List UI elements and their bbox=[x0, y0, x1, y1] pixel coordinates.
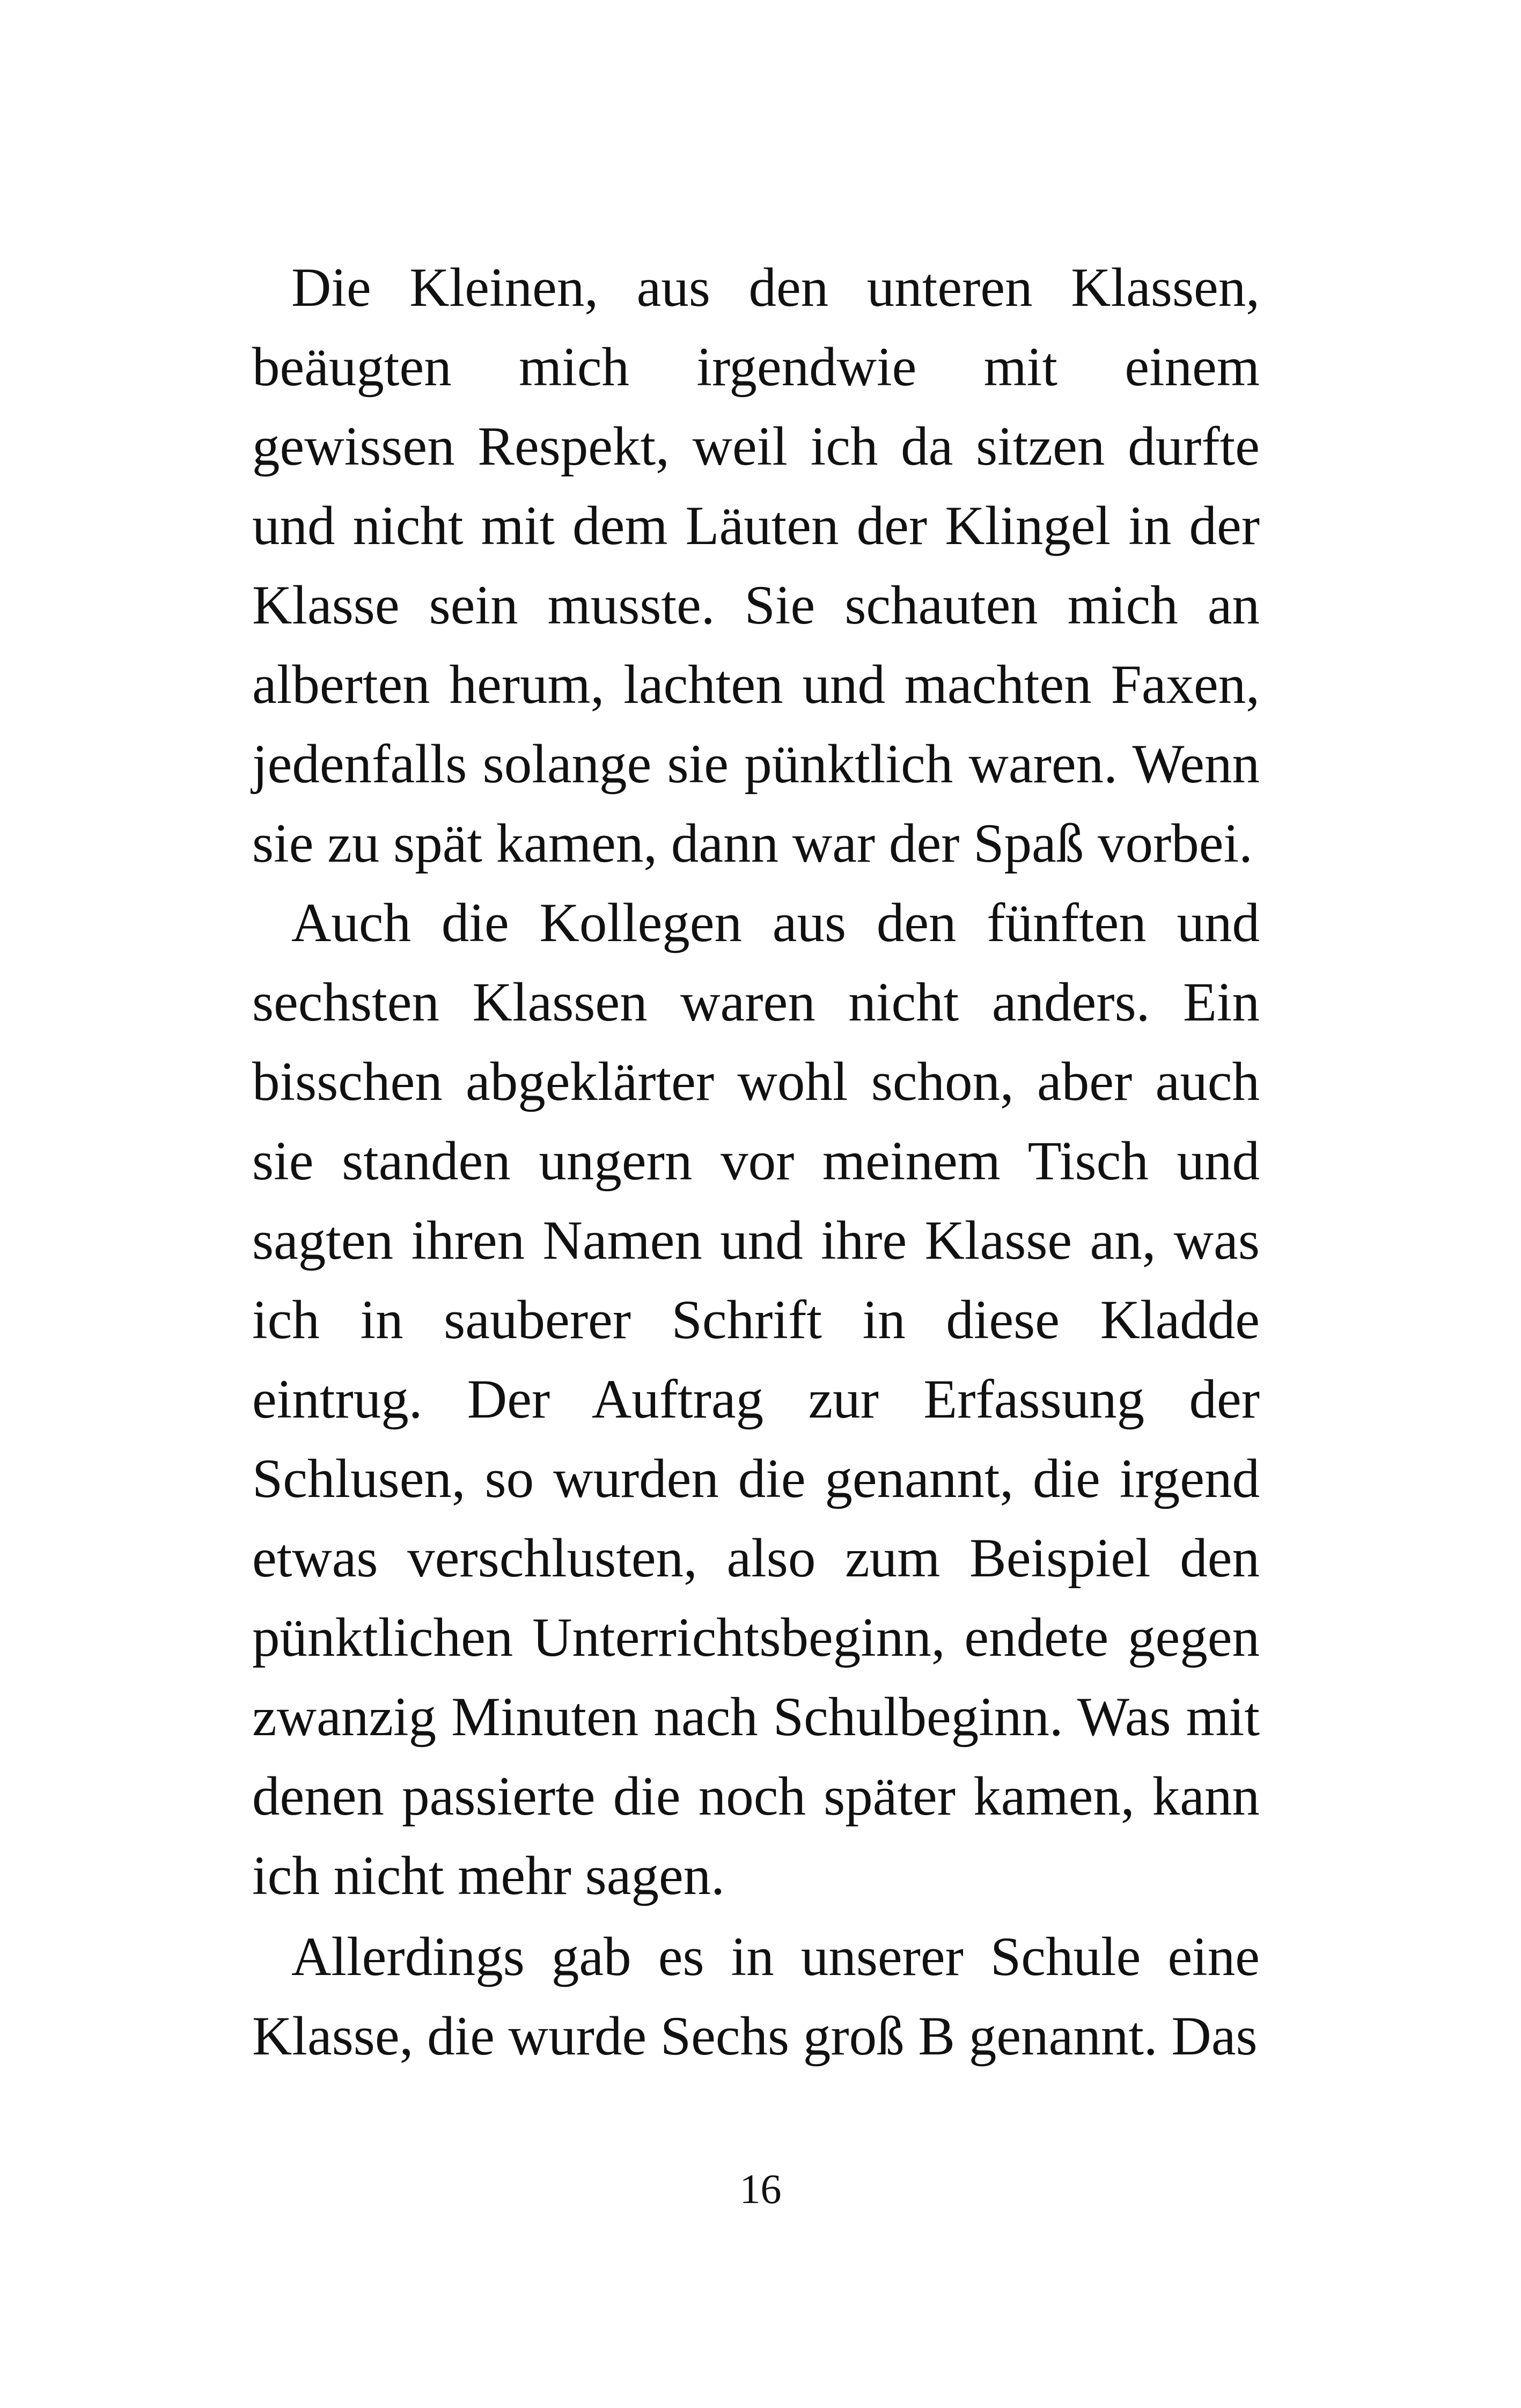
text-section-top bbox=[252, 248, 1260, 1915]
paragraph-3: Allerdings gab es in unserer Schule eine Klasse, die wurde Sechs groß B genannt. Das bbox=[252, 1926, 1260, 2067]
page-number: 16 bbox=[739, 2165, 782, 2212]
paragraph-1: Die Kleinen, aus den unteren Klassen, beäugten mich irgendwie mit einem gewissen Respekt, weil ich da sitzen durfte und nicht mit dem Läuten der Klingel in der Klasse sein musste. Sie schauten mich an alberten herum, lachten und machten Faxen, jedenfalls solange sie pünktlich waren. Wenn sie zu spät kamen, dann war der Spaß vorbei. bbox=[252, 257, 1260, 874]
paragraph-2: Auch die Kollegen aus den fünften und sechsten Klassen waren nicht anders. Ein bisschen abgeklärter wohl schon, aber auch sie standen ungern vor meinem Tisch und sagten ihren Namen und ihre Klasse an, was ich in sauberer Schrift in diese Kladde eintrug. Der Auftrag zur Erfassung der Schlusen, so wurden die genannt, die irgend etwas verschlusten, also zum Beispiel den pünktlichen Unterrichtsbeginn, endete gegen zwanzig Minuten nach Schulbeginn. Was mit denen passierte die noch später kamen, kann ich nicht mehr sagen. bbox=[252, 892, 1260, 1906]
text-section-bottom bbox=[252, 1917, 1260, 2076]
